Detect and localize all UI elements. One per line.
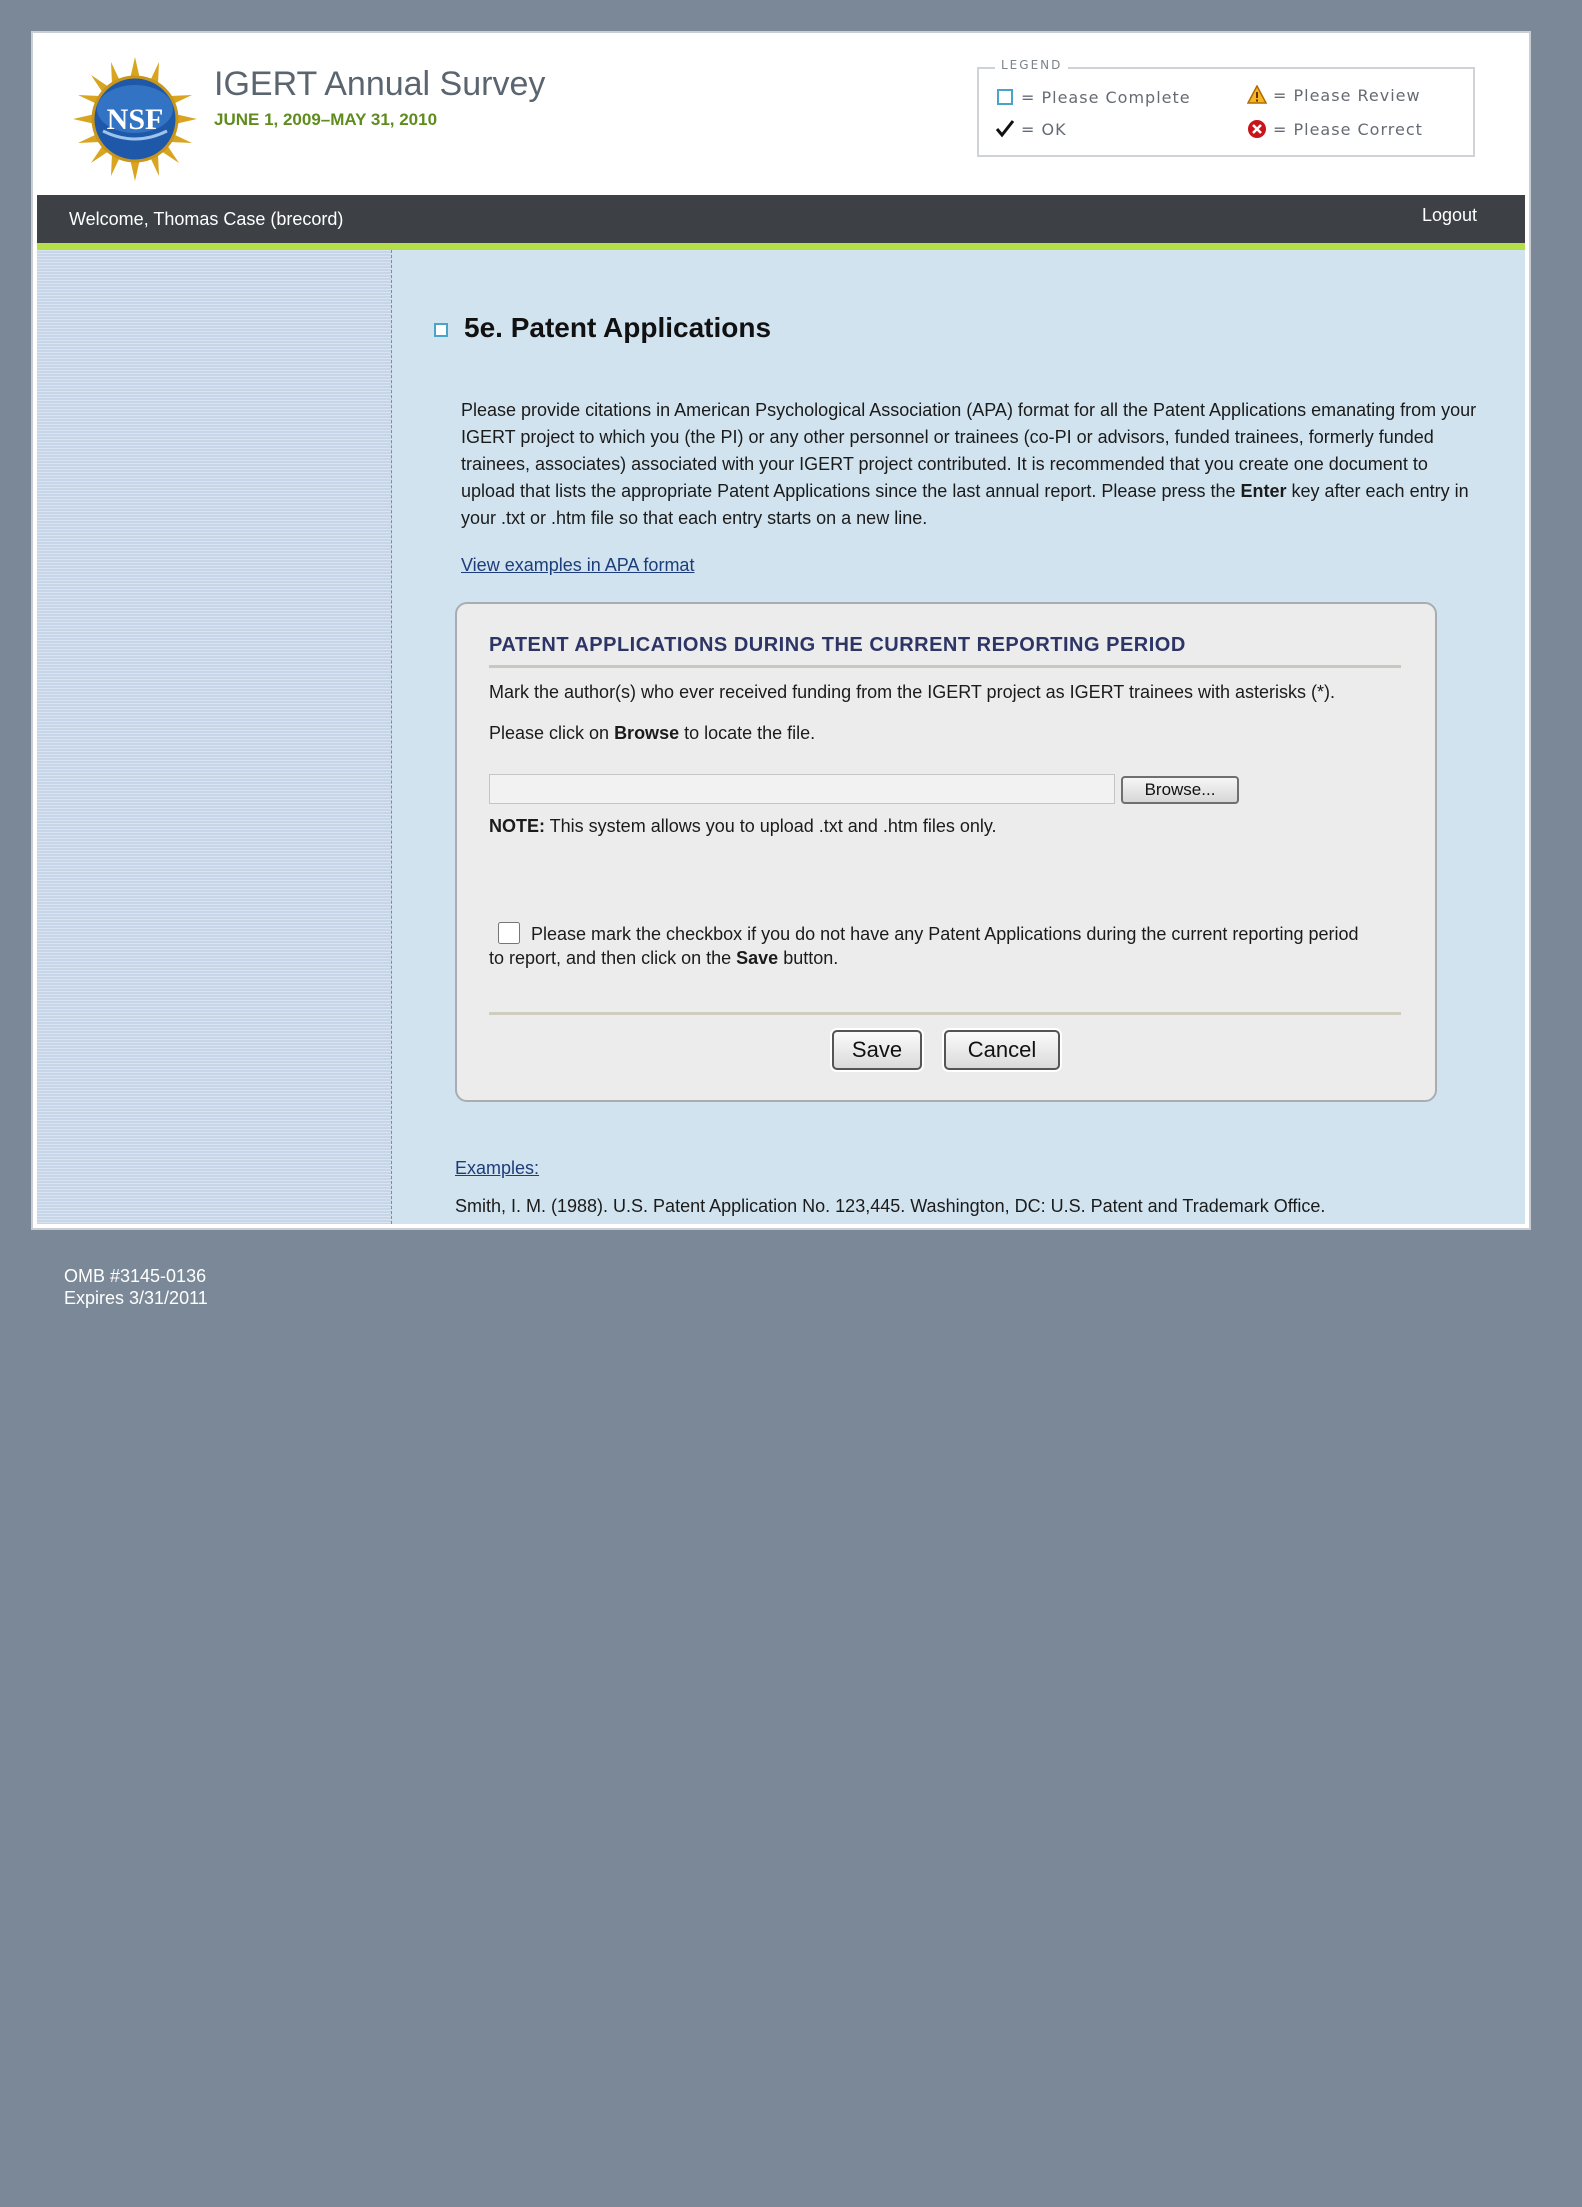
save-button[interactable]: Save	[832, 1030, 922, 1070]
please-complete-status-icon	[434, 323, 448, 337]
legend-item-please-review	[1247, 85, 1421, 105]
example-citation: Smith, I. M. (1988). U.S. Patent Application No. 123,445. Washington, DC: U.S. Patent and Trademark Office.	[455, 1196, 1326, 1216]
panel-divider	[489, 1012, 1401, 1015]
examples-link[interactable]: Examples:	[455, 1158, 540, 1178]
file-type-note: NOTE: This system allows you to upload .txt and .htm files only.	[489, 816, 997, 836]
checkbox-label: Please mark the checkbox if you do not have any Patent Applications during the current reporting period to report, and then click on the Save button.	[489, 924, 1359, 968]
legend-item-please-complete	[995, 87, 1191, 107]
sidebar	[37, 250, 392, 1224]
red-x-circle-icon	[1247, 119, 1267, 139]
main-content	[392, 250, 1525, 1224]
empty-square-icon	[995, 87, 1015, 107]
view-apa-examples-link[interactable]: View examples in APA format	[461, 555, 695, 575]
survey-frame	[31, 31, 1531, 1230]
header	[37, 35, 1525, 195]
legend-label: = Please Correct	[1273, 119, 1423, 139]
section-title: 5e. Patent Applications	[464, 312, 772, 343]
browse-button[interactable]: Browse...	[1121, 776, 1239, 804]
warning-triangle-icon	[1247, 85, 1267, 105]
mark-authors-instruction: Mark the author(s) who ever received funding from the IGERT project as IGERT trainees with asterisks (*).	[489, 682, 1336, 702]
browse-instruction: Please click on Browse to locate the file.	[489, 723, 816, 743]
file-path-input[interactable]	[489, 774, 1115, 804]
app-title: IGERT Annual Survey	[214, 65, 546, 103]
cancel-button[interactable]: Cancel	[944, 1030, 1060, 1070]
accent-bar	[37, 243, 1525, 250]
legend-label: = Please Complete	[1021, 87, 1191, 107]
omb-number: OMB #3145-0136	[64, 1266, 207, 1286]
legend	[977, 58, 1475, 157]
legend-label: = Please Review	[1273, 85, 1421, 105]
nsf-logo	[73, 57, 197, 181]
navbar	[37, 195, 1525, 243]
footer	[64, 1265, 208, 1309]
legend-label: = OK	[1021, 119, 1067, 139]
legend-item-please-correct	[1247, 119, 1423, 139]
legend-title: LEGEND	[995, 58, 1068, 72]
survey-container	[37, 35, 1525, 1224]
survey-dates: JUNE 1, 2009–MAY 31, 2010	[214, 110, 438, 129]
expiration-date: Expires 3/31/2011	[64, 1288, 208, 1308]
legend-item-ok	[995, 119, 1067, 139]
welcome-text: Welcome, Thomas Case (brecord)	[69, 209, 344, 229]
upload-panel	[455, 602, 1437, 1102]
svg-text:NSF: NSF	[106, 103, 164, 136]
intro-paragraph: Please provide citations in American Psychological Association (APA) format for all the Patent Applications emanating from your IGERT project to which you (the PI) or any other personnel or trainees (co-PI or advisors, funded trainees, formerly funded trainees, associates) associated with your IGERT project contributed. It is recommended that you create one document to upload that lists the appropriate Patent Applications since the last annual report. Please press the Enter key after each entry in your .txt or .htm file so that each entry starts on a new line.	[461, 400, 1477, 528]
panel-title: PATENT APPLICATIONS DURING THE CURRENT REPORTING PERIOD	[489, 634, 1401, 668]
checkmark-icon	[995, 119, 1015, 139]
logout-link[interactable]: Logout	[1421, 205, 1477, 225]
